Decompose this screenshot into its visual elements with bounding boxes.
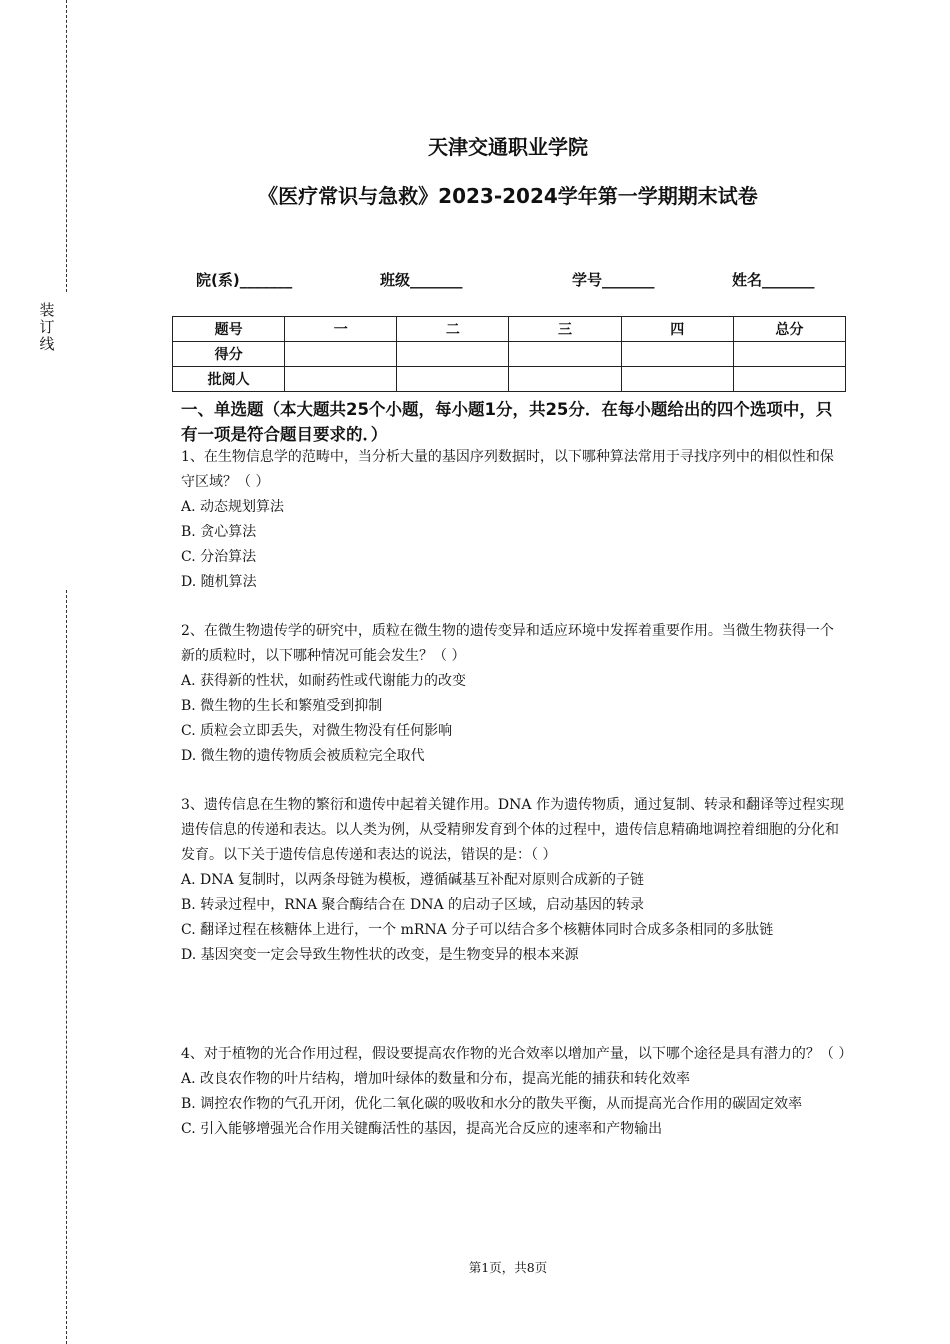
department-field[interactable]: 院(系)_______ (196, 271, 293, 289)
binding-char: 订 (39, 318, 55, 336)
score-cell[interactable] (285, 342, 397, 367)
option-d: D. 随机算法 (181, 574, 257, 590)
option-b: B. 调控农作物的气孔开闭，优化二氧化碳的吸收和水分的散失平衡，从而提高光合作用的碳固定效率 (181, 1096, 803, 1112)
option-a: A. 改良农作物的叶片结构，增加叶绿体的数量和分布，提高光能的捕获和转化效率 (181, 1071, 691, 1087)
table-cell: 三 (509, 317, 621, 342)
exam-title: 《医疗常识与急救》2023-2024学年第一学期期末试卷 (258, 184, 758, 208)
option-c: C. 质粒会立即丢失，对微生物没有任何影响 (181, 723, 453, 739)
score-cell[interactable] (733, 342, 845, 367)
score-table-header (173, 317, 846, 342)
option-a: A. 动态规划算法 (181, 499, 285, 515)
binding-char: 线 (39, 335, 55, 353)
grader-cell[interactable] (285, 367, 397, 392)
score-cell[interactable] (509, 342, 621, 367)
grader-cell[interactable] (509, 367, 621, 392)
table-cell: 总分 (733, 317, 845, 342)
question-3 (181, 793, 846, 968)
table-cell: 题号 (173, 317, 285, 342)
question-stem: 2、在微生物遗传学的研究中，质粒在微生物的遗传变异和适应环境中发挥着重要作用。当微生物获得一个新的质粒时，以下哪种情况可能会发生？（ ） (181, 623, 834, 664)
question-2 (181, 619, 846, 769)
binding-char: 装 (39, 301, 55, 319)
option-c: C. 引入能够增强光合作用关键酶活性的基因，提高光合反应的速率和产物输出 (181, 1121, 663, 1137)
option-b: B. 微生物的生长和繁殖受到抑制 (181, 698, 383, 714)
question-stem: 4、对于植物的光合作用过程，假设要提高农作物的光合效率以增加产量，以下哪个途径是具有潜力的？（ ） (181, 1046, 853, 1062)
score-cell[interactable] (397, 342, 509, 367)
option-a: A. DNA 复制时，以两条母链为模板，遵循碱基互补配对原则合成新的子链 (181, 872, 645, 888)
option-d: D. 基因突变一定会导致生物性状的改变，是生物变异的根本来源 (181, 947, 579, 963)
option-b: B. 转录过程中，RNA 聚合酶结合在 DNA 的启动子区域，启动基因的转录 (181, 897, 645, 913)
option-d: D. 微生物的遗传物质会被质粒完全取代 (181, 748, 425, 764)
binding-line (66, 590, 67, 1344)
table-cell: 二 (397, 317, 509, 342)
table-cell: 四 (621, 317, 733, 342)
section-heading: 一、单选题（本大题共25个小题，每小题1分，共25分．在每小题给出的四个选项中，只有一项是符合题目要求的．） (181, 400, 833, 444)
option-c: C. 分治算法 (181, 549, 257, 565)
grader-cell[interactable] (733, 367, 845, 392)
question-stem: 1、在生物信息学的范畴中，当分析大量的基因序列数据时，以下哪种算法常用于寻找序列中的相似性和保守区域？（ ） (181, 449, 834, 490)
question-1 (181, 445, 846, 595)
name-field[interactable]: 姓名_______ (732, 271, 815, 289)
page-footer: 第1页，共8页 (468, 1260, 548, 1275)
option-c: C. 翻译过程在核糖体上进行，一个 mRNA 分子可以结合多个核糖体同时合成多条相同的多肽链 (181, 922, 774, 938)
score-table (172, 316, 846, 392)
option-b: B. 贪心算法 (181, 524, 257, 540)
grader-cell[interactable] (397, 367, 509, 392)
row-label: 得分 (173, 342, 285, 367)
binding-label (37, 302, 57, 353)
student-id-field[interactable]: 学号_______ (572, 271, 655, 289)
student-info-row (0, 269, 950, 293)
question-4 (181, 1042, 853, 1142)
question-stem: 3、遗传信息在生物的繁衍和遗传中起着关键作用。DNA 作为遗传物质，通过复制、转录和翻译等过程实现遗传信息的传递和表达。以人类为例，从受精卵发育到个体的过程中，遗传信息精确地调控着细胞的分化和发育。以下关于遗传信息传递和表达的说法，错误的是：（ ） (181, 797, 844, 863)
score-table-row (173, 342, 846, 367)
table-cell: 一 (285, 317, 397, 342)
school-name: 天津交通职业学院 (428, 135, 588, 159)
row-label: 批阅人 (173, 367, 285, 392)
grader-cell[interactable] (621, 367, 733, 392)
option-a: A. 获得新的性状，如耐药性或代谢能力的改变 (181, 673, 467, 689)
class-field[interactable]: 班级_______ (380, 271, 463, 289)
score-table-row (173, 367, 846, 392)
score-cell[interactable] (621, 342, 733, 367)
